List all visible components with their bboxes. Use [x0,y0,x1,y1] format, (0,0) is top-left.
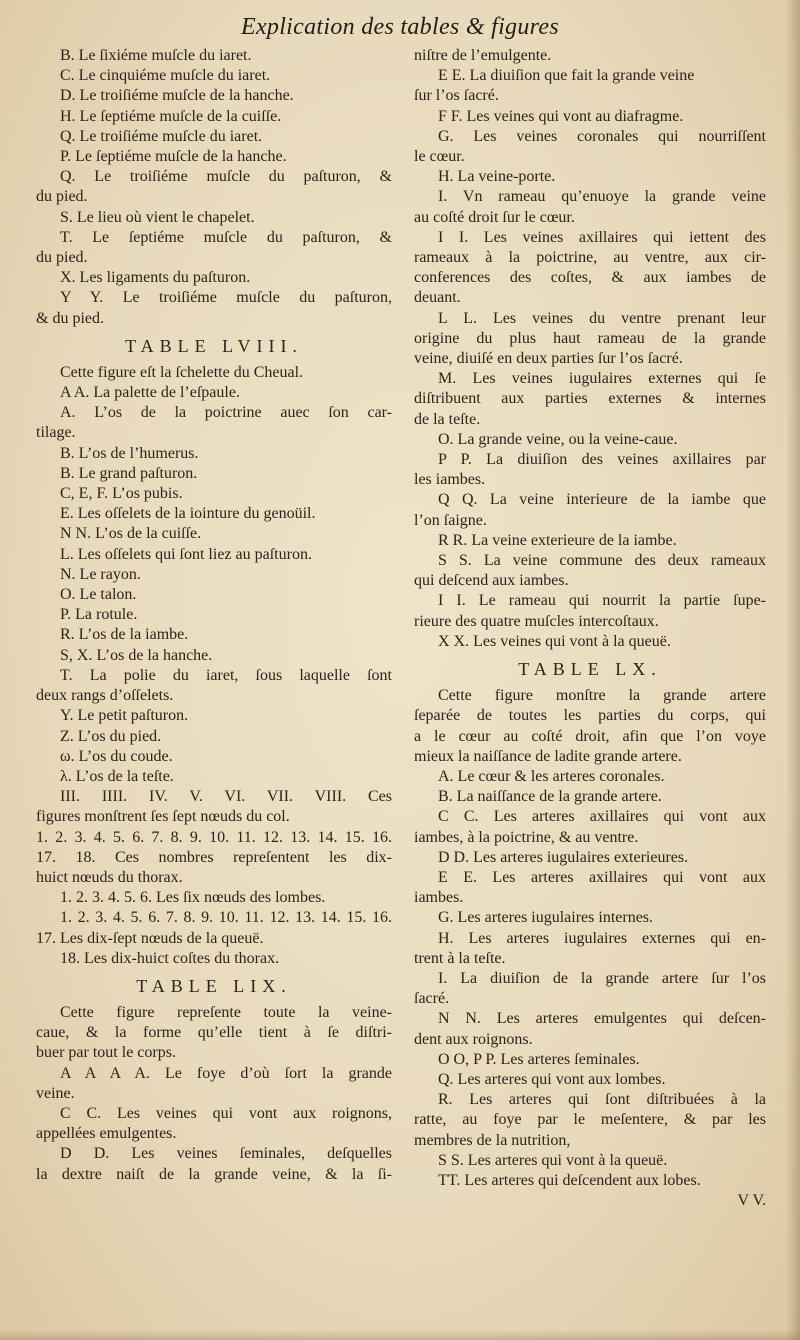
right-text-line: R R. La veine exterieure de la iambe. [438,531,677,549]
left-text-line: 17. 18. Ces nombres repreſentent les dix- [36,848,392,866]
right-text-line: G. Les arteres iugulaires internes. [438,909,654,927]
left-text-line: III. IIII. IV. V. VI. VII. VIII. Ces [60,788,392,806]
right-text-line: I. Vn rameau qu’enuoye la grande veine [438,188,766,206]
right-text-line: B. La naiſſance de la grande artere. [438,788,662,806]
right-text-line: R. Les arteres qui ſont diſtribuées à la [438,1091,766,1109]
right-text-line: F F. Les veines qui vont au diafragme. [438,107,684,125]
right-text-line: E E. La diuiſion que fait la grande veine [438,67,695,85]
left-text-line: C C. Les veines qui vont aux roignons, [60,1104,392,1122]
right-text-line: le cœur. [414,148,465,166]
right-text-line: X X. Les veines qui vont à la queuë. [438,632,671,650]
left-text-line: N N. L’os de la cuiſſe. [60,525,202,543]
right-text-line: l’on ſaigne. [414,511,487,529]
left-text-line: Z. L’os du pied. [60,727,162,745]
left-text-line: B. Le grand paſturon. [60,464,198,482]
right-text-line: O. La grande veine, ou la veine-caue. [438,430,678,448]
right-text-line: ratte, au foye par le meſentere, & par les [414,1111,766,1129]
left-text-line: R. L’os de la iambe. [60,626,189,644]
left-text-line: 1. 2. 3. 4. 5. 6. 7. 8. 9. 10. 11. 12. 13. 14. 15. 16. [36,828,392,846]
left-text-line: Cette figure repreſente toute la veine- [60,1003,392,1021]
table-heading: TABLE LX. [518,659,662,680]
left-text-line: la dextre naiſt de la grande veine, & la ſi- [36,1165,392,1183]
left-text-line: S, X. L’os de la hanche. [60,646,213,664]
left-text-line: B. L’os de l’humerus. [60,444,199,462]
left-text-line: T. Le ſeptiéme muſcle du paſturon, & [60,228,392,246]
left-text-line: tilage. [36,424,76,442]
left-text-line: L. Les oſſelets qui ſont liez au paſturon. [60,545,312,563]
left-text-line: & du pied. [36,309,104,327]
right-text-line: deuant. [414,289,461,307]
left-text-line: du pied. [36,188,88,206]
left-text-line: 1. 2. 3. 4. 5. 6. 7. 8. 9. 10. 11. 12. 13. 14. 15. 16. [60,909,392,927]
right-text-line: I I. Le rameau qui nourrit la partie ſupe- [438,592,766,610]
right-text-line: veine, diuiſé en deux parties ſur l’os ſacré. [414,350,683,368]
left-text-line: Q. Le troiſiéme muſcle du iaret. [60,127,263,145]
right-text-line: C C. Les arteres axillaires qui vont aux [438,808,766,826]
right-text-line: membres de la nutrition, [414,1131,571,1149]
table-heading: TABLE LVIII. [125,335,303,356]
right-column [414,46,766,1211]
left-text-line: veine. [36,1084,75,1102]
left-text-line: D D. Les veines ſeminales, deſquelles [60,1145,392,1163]
right-text-line: M. Les veines iugulaires externes qui ſe [438,370,766,388]
left-column [36,46,392,1185]
right-text-line: I I. Les veines axillaires qui iettent des [438,228,766,246]
right-text-line: au coſté droit ſur le cœur. [414,208,575,226]
left-text-line: caue, & la forme qu’elle tient à ſe diſtri- [36,1024,392,1042]
left-text-line: λ. L’os de la teſte. [60,767,174,785]
right-text-line: G. Les veines coronales qui nourriſſent [438,127,766,145]
left-text-line: E. Les oſſelets de la iointure du genoüil. [60,505,316,523]
right-text-line: I. La diuiſion de la grande artere ſur l’os [438,969,766,987]
left-text-line: P. La rotule. [60,606,138,624]
left-text-line: X. Les ligaments du paſturon. [60,269,251,287]
right-text-line: D D. Les arteres iugulaires exterieures. [438,848,689,866]
right-text-line: S S. Les arteres qui vont à la queuë. [438,1151,668,1169]
running-header: Explication des tables & figures [240,14,559,40]
left-text-line: du pied. [36,249,88,267]
right-text-line: de la teſte. [414,410,481,428]
right-text-line: origine du plus haut rameau de la grande [414,329,766,347]
right-text-line: E E. Les arteres axillaires qui vont aux [438,868,766,886]
right-text-line: ſeparée de toutes les parties du corps, qui [414,707,766,725]
left-text-line: A A A A. Le foye d’où ſort la grande [60,1064,392,1082]
right-text-line: niſtre de l’emulgente. [414,47,552,64]
left-text-line: C. Le cinquiéme muſcle du iaret. [60,67,271,85]
right-text-line: diſtribuent aux parties externes & internes [414,390,766,408]
table-heading: TABLE LIX. [136,975,292,996]
right-text-line: V V. [737,1192,766,1210]
right-text-line: TT. Les arteres qui deſcendent aux lobes. [438,1171,701,1189]
left-text-line: appellées emulgentes. [36,1125,177,1143]
left-text-line: H. Le ſeptiéme muſcle de la cuiſſe. [60,107,282,125]
left-text-line: 1. 2. 3. 4. 5. 6. Les ſix nœuds des lombes. [60,889,326,907]
right-text-line: rieure des quatre muſcles intercoſtaux. [414,612,659,630]
right-text-line: O O, P P. Les arteres ſeminales. [438,1050,640,1068]
left-text-line: Y Y. Le troiſiéme muſcle du paſturon, [60,289,392,307]
right-text-line: S S. La veine commune des deux rameaux [438,552,766,570]
left-text-line: figures monſtrent ſes ſept nœuds du col. [36,808,290,826]
right-text-line: L L. Les veines du ventre prenant leur [438,309,766,327]
right-text-line: Q. Les arteres qui vont aux lombes. [438,1070,666,1088]
left-text-line: Cette figure eſt la ſchelette du Cheual. [60,363,304,381]
left-text-line: Y. Le petit paſturon. [60,707,189,725]
right-text-line: conferences des coſtes, & aux iambes de [414,269,766,287]
right-text-line: mieux la naiſſance de ladite grande artere. [414,747,682,765]
right-text-line: trent à la teſte. [414,949,506,967]
right-text-line: dent aux roignons. [414,1030,533,1048]
left-text-line: 17. Les dix-ſept nœuds de la queuë. [36,929,264,947]
right-text-line: iambes, à la poictrine, & au ventre. [414,828,639,846]
left-text-line: A A. La palette de l’eſpaule. [60,384,240,402]
right-text-line: P P. La diuiſion des veines axillaires par [438,451,766,469]
left-text-line: D. Le troiſiéme muſcle de la hanche. [60,87,294,105]
left-text-line: Q. Le troiſiéme muſcle du paſturon, & [60,168,392,186]
left-text-line: ω. L’os du coude. [60,747,173,765]
left-text-line: C, E, F. L’os pubis. [60,485,183,503]
page-edge-shadow [786,0,800,1340]
right-text-line: qui deſcend aux iambes. [414,572,569,590]
right-text-line: ſacré. [414,990,450,1008]
left-text-line: huict nœuds du thorax. [36,868,183,886]
page-bottom-shadow [0,1330,800,1340]
right-text-line: iambes. [414,889,464,907]
left-text-line: A. L’os de la poictrine auec ſon car- [60,404,392,422]
left-text-line: B. Le ſixiéme muſcle du iaret. [60,47,252,64]
right-text-line: A. Le cœur & les arteres coronales. [438,767,665,785]
right-text-line: les iambes. [414,471,486,489]
right-text-line: a le cœur au coſté droit, afin que l’on voye [414,727,766,745]
right-text-line: Cette figure monſtre la grande artere [438,687,766,705]
left-text-line: 18. Les dix-huict coſtes du thorax. [60,949,280,967]
right-text-line: ſur l’os ſacré. [414,87,499,105]
left-text-line: O. Le talon. [60,586,137,604]
right-text-line: H. La veine-porte. [438,168,556,186]
right-text-line: Q Q. La veine interieure de la iambe que [438,491,766,509]
left-text-line: T. La polie du iaret, ſous laquelle ſont [60,666,392,684]
right-text-line: H. Les arteres iugulaires externes qui en- [438,929,766,947]
left-text-line: N. Le rayon. [60,565,141,583]
left-text-line: deux rangs d’oſſelets. [36,687,174,705]
left-text-line: P. Le ſeptiéme muſcle de la hanche. [60,148,287,166]
right-text-line: N N. Les arteres emulgentes qui deſcen- [438,1010,766,1028]
left-text-line: buer par tout le corps. [36,1044,176,1062]
right-text-line: rameaux à la poictrine, au ventre, aux cir- [414,249,766,267]
left-text-line: S. Le lieu où vient le chapelet. [60,208,255,226]
